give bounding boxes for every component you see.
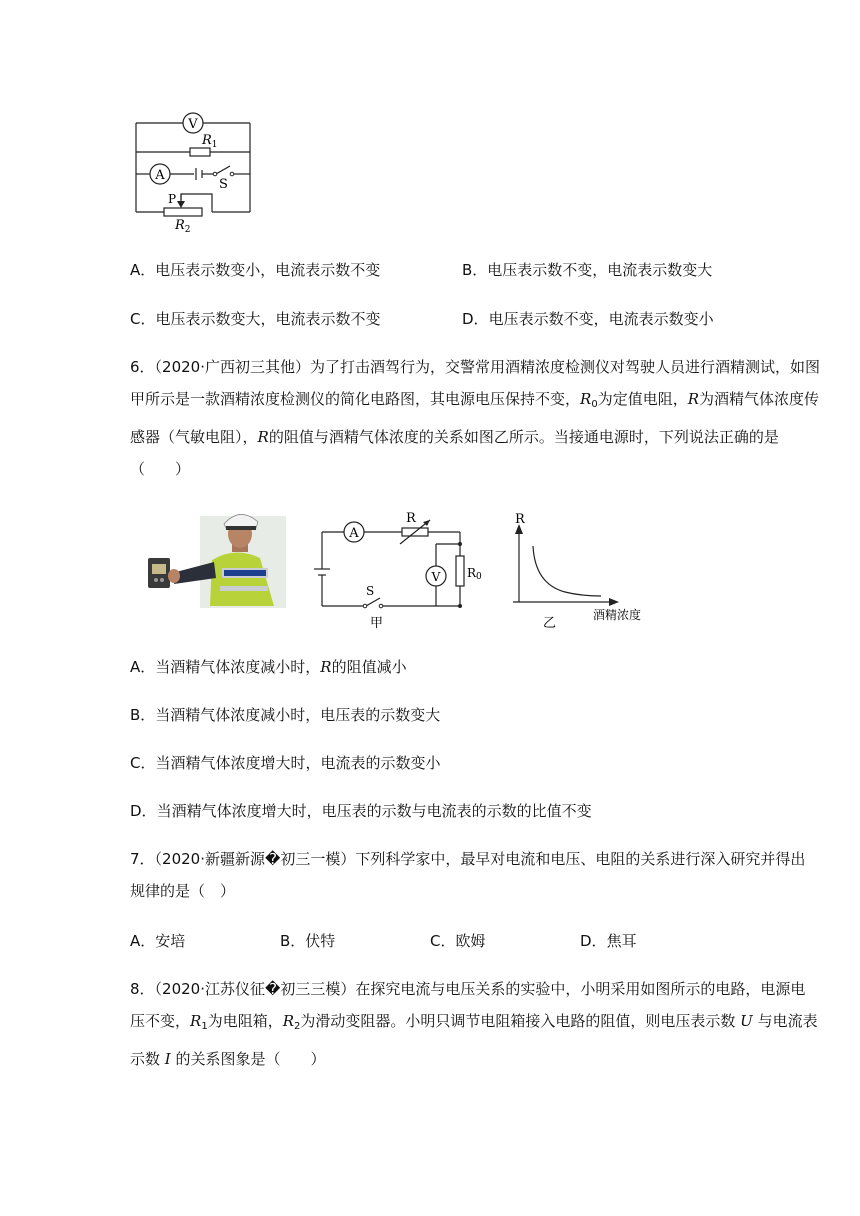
question-text: 下列科学家中，最早对电流和电压、电阻的关系进行深入研究并得出规律的是（ ）: [130, 850, 806, 900]
option-letter: D．: [462, 310, 489, 328]
option-text: 电压表示数不变，电流表示数变小: [488, 310, 714, 328]
option-letter: B．: [280, 932, 306, 950]
question-text: 为定值电阻，: [597, 390, 688, 408]
question-text: 为电阻箱，: [207, 1012, 283, 1030]
option-text: 电压表示数不变，电流表示数变大: [487, 261, 713, 279]
q5-option-a[interactable]: [130, 259, 380, 281]
option-letter: A．: [130, 261, 156, 279]
r2-label: R: [175, 218, 185, 233]
var-r1: R: [190, 1012, 202, 1030]
var-r: R: [257, 428, 269, 446]
question-number: 7．: [130, 850, 155, 868]
var-r2-sub: 2: [294, 1021, 301, 1032]
x-axis-label: 酒精浓度: [593, 608, 642, 622]
q8-stem: [130, 973, 820, 1075]
question-text: 为滑动变阻器。小明只调节电阻箱接入电路的阻值，则电压表示数: [300, 1012, 736, 1030]
option-letter: C．: [130, 310, 156, 328]
question-source: （2020·江苏仪征�初三三模）: [154, 980, 356, 998]
q7-option-c[interactable]: [430, 930, 486, 952]
option-letter: C．: [130, 754, 156, 772]
question-source: （2020·新疆新源�初三一模）: [154, 850, 356, 868]
option-letter: B．: [130, 706, 156, 724]
switch-label: S: [366, 584, 375, 598]
option-text: 焦耳: [606, 932, 637, 950]
q6-circuit-jia: [310, 506, 482, 632]
r-label: R: [406, 511, 416, 526]
question-text: 为酒精气体浓度传感器（气敏电阻），: [130, 390, 820, 446]
var-r: R: [687, 390, 699, 408]
q6-option-c[interactable]: [130, 752, 441, 774]
q7-option-d[interactable]: [580, 930, 637, 952]
question-text: 为了打击酒驾行为，交警常用酒精浓度检测仪对驾驶人员进行酒精测试，如图甲所示是一款酒精浓度检测仪的简化电路图，其电源电压保持不变，: [130, 358, 821, 408]
option-letter: B．: [462, 261, 488, 279]
option-letter: D．: [580, 932, 607, 950]
option-letter: C．: [430, 932, 456, 950]
option-letter: A．: [130, 658, 156, 676]
option-text: 伏特: [305, 932, 336, 950]
ammeter-label: A: [155, 168, 165, 183]
q5-option-b[interactable]: [462, 259, 712, 281]
r1-sub: 1: [211, 140, 218, 150]
option-text: 当酒精气体浓度增大时，电流表的示数变小: [155, 754, 441, 772]
q6-graph-yi: [505, 506, 657, 632]
q5-option-d[interactable]: [462, 308, 714, 330]
option-text: 安培: [155, 932, 186, 950]
question-source: （2020·广西初三其他）: [154, 358, 310, 376]
q7-stem: [130, 843, 820, 907]
slider-label: P: [168, 192, 177, 206]
option-text: 电压表示数变大，电流表示数不变: [155, 310, 381, 328]
ammeter-label: A: [349, 526, 359, 541]
question-text: 的关系图象是（ ）: [175, 1050, 326, 1068]
question-number: 8．: [130, 980, 155, 998]
q6-stem: [130, 351, 820, 485]
option-text: 欧姆: [455, 932, 486, 950]
q5-circuit-diagram: [126, 108, 260, 234]
switch-label: S: [219, 177, 228, 192]
q6-option-b[interactable]: [130, 704, 440, 726]
option-text: 电压表示数变小，电流表示数不变: [155, 261, 381, 279]
option-text: 当酒精气体浓度减小时，: [155, 658, 321, 676]
r1-label: R: [202, 133, 212, 148]
question-text: 与电流表示数: [130, 1012, 818, 1068]
var-u: U: [740, 1012, 753, 1030]
voltmeter-label: V: [188, 117, 198, 132]
voltmeter-label: V: [431, 570, 441, 584]
option-letter: D．: [130, 802, 157, 820]
q6-option-a[interactable]: [130, 656, 407, 678]
q6-option-d[interactable]: [130, 800, 592, 822]
var-r1-sub: 1: [201, 1021, 208, 1032]
r-vs-concentration-curve: [533, 546, 601, 596]
r2-sub: 2: [184, 225, 191, 235]
q5-option-c[interactable]: [130, 308, 381, 330]
figure-caption: 甲: [370, 616, 384, 631]
question-text: 在探究电流与电压关系的实验中，小明采用如图所示的电路，电源电压不变，: [130, 980, 806, 1030]
var-r2: R: [282, 1012, 294, 1030]
r0-label: R: [467, 566, 477, 580]
question-number: 6．: [130, 358, 155, 376]
svg-text:R1: [201, 133, 218, 150]
svg-text:R0: [467, 566, 482, 582]
option-text: 的阻值减小: [331, 658, 407, 676]
y-axis-label: R: [515, 512, 525, 527]
option-text: 当酒精气体浓度减小时，电压表的示数变大: [155, 706, 441, 724]
question-text: 的阻值与酒精气体浓度的关系如图乙所示。当接通电源时，下列说法正确的是（ ）: [130, 428, 779, 478]
option-letter: A．: [130, 932, 156, 950]
q7-option-a[interactable]: [130, 930, 185, 952]
svg-text:R2: [174, 218, 191, 235]
figure-caption: 乙: [543, 616, 557, 631]
r0-sub: 0: [476, 572, 482, 582]
var-i: I: [164, 1050, 171, 1068]
var-r0-sub: 0: [591, 399, 598, 410]
q7-option-b[interactable]: [280, 930, 335, 952]
option-text: 当酒精气体浓度增大时，电压表的示数与电流表的示数的比值不变: [156, 802, 592, 820]
traffic-police-photo: [140, 508, 286, 608]
var-r0: R: [580, 390, 592, 408]
var-r: R: [320, 658, 332, 676]
